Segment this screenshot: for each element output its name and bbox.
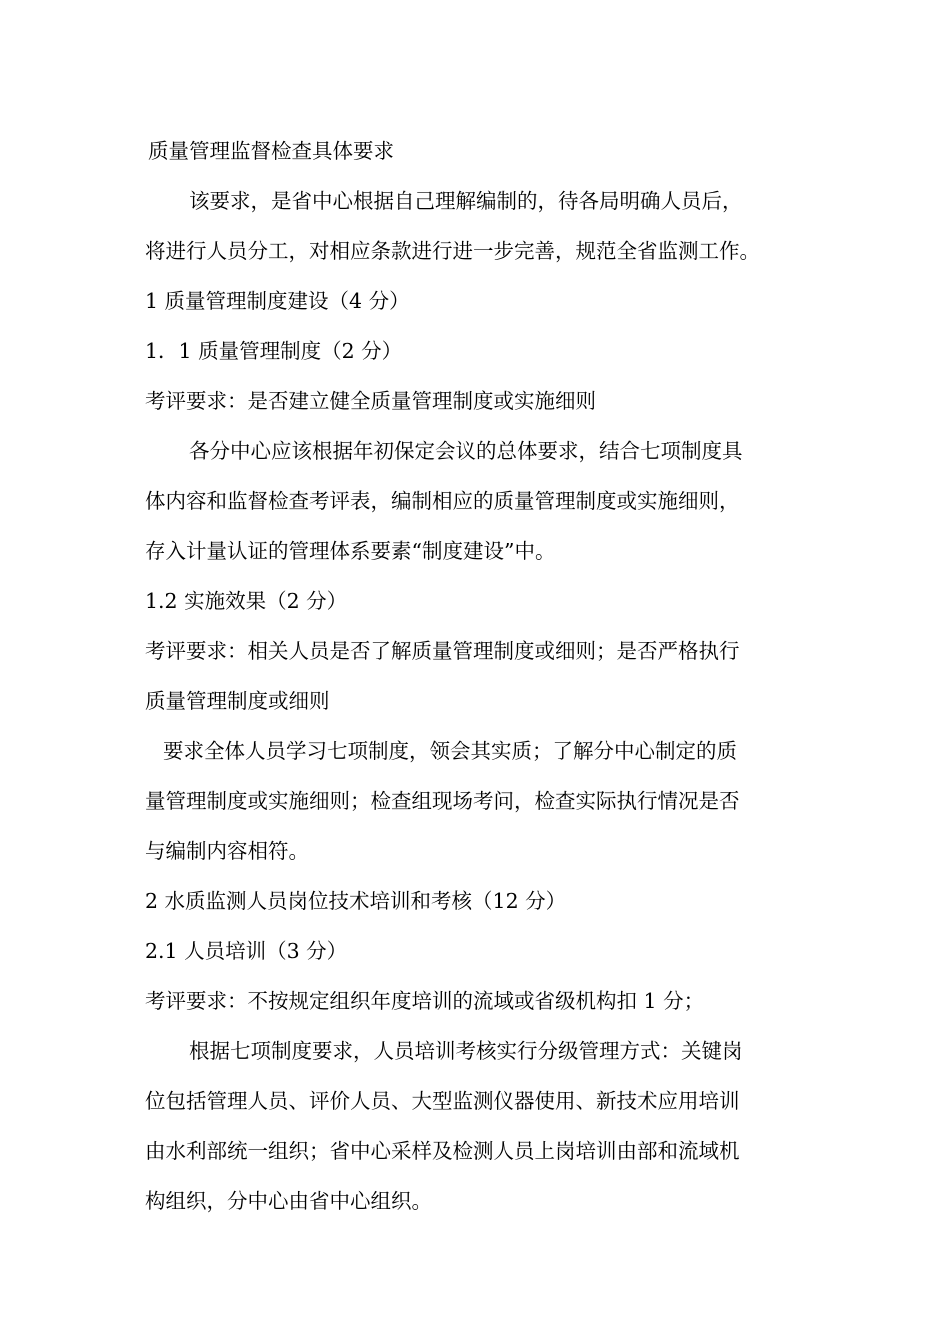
paragraph-line: 要求全体人员学习七项制度，领会其实质；了解分中心制定的质: [163, 739, 737, 763]
subsection-heading: 2.1 人员培训（3 分）: [145, 939, 348, 963]
document-body: [145, 126, 810, 1226]
paragraph-line: 存入计量认证的管理体系要素“制度建设”中。: [145, 539, 556, 563]
paragraph-line: 位包括管理人员、评价人员、大型监测仪器使用、新技术应用培训: [145, 1089, 740, 1113]
subsection-heading: 1．1 质量管理制度（2 分）: [145, 339, 403, 363]
paragraph-line: 根据七项制度要求，人员培训考核实行分级管理方式：关键岗: [189, 1039, 743, 1063]
paragraph-line: 与编制内容相符。: [145, 839, 309, 863]
section-heading: 2 水质监测人员岗位技术培训和考核（12 分）: [145, 889, 567, 913]
paragraph-line: 构组织，分中心由省中心组织。: [145, 1189, 432, 1213]
paragraph-line: 各分中心应该根据年初保定会议的总体要求，结合七项制度具: [189, 439, 743, 463]
subsection-heading: 1.2 实施效果（2 分）: [145, 589, 348, 613]
paragraph-line: 体内容和监督检查考评表，编制相应的质量管理制度或实施细则，: [145, 489, 740, 513]
section-heading: 1 质量管理制度建设（4 分）: [145, 289, 410, 313]
paragraph-line: 由水利部统一组织；省中心采样及检测人员上岗培训由部和流域机: [145, 1139, 740, 1163]
evaluation-requirement: 质量管理制度或细则: [145, 689, 330, 713]
paragraph-line: 将进行人员分工，对相应条款进行进一步完善，规范全省监测工作。: [145, 239, 760, 263]
document-title: 质量管理监督检查具体要求: [148, 139, 394, 163]
paragraph-line: 该要求，是省中心根据自己理解编制的，待各局明确人员后，: [189, 189, 743, 213]
evaluation-requirement: 考评要求：不按规定组织年度培训的流域或省级机构扣 1 分；: [145, 989, 705, 1013]
evaluation-requirement: 考评要求：相关人员是否了解质量管理制度或细则；是否严格执行: [145, 639, 740, 663]
paragraph-line: 量管理制度或实施细则；检查组现场考问，检查实际执行情况是否: [145, 789, 740, 813]
evaluation-requirement: 考评要求：是否建立健全质量管理制度或实施细则: [145, 389, 596, 413]
